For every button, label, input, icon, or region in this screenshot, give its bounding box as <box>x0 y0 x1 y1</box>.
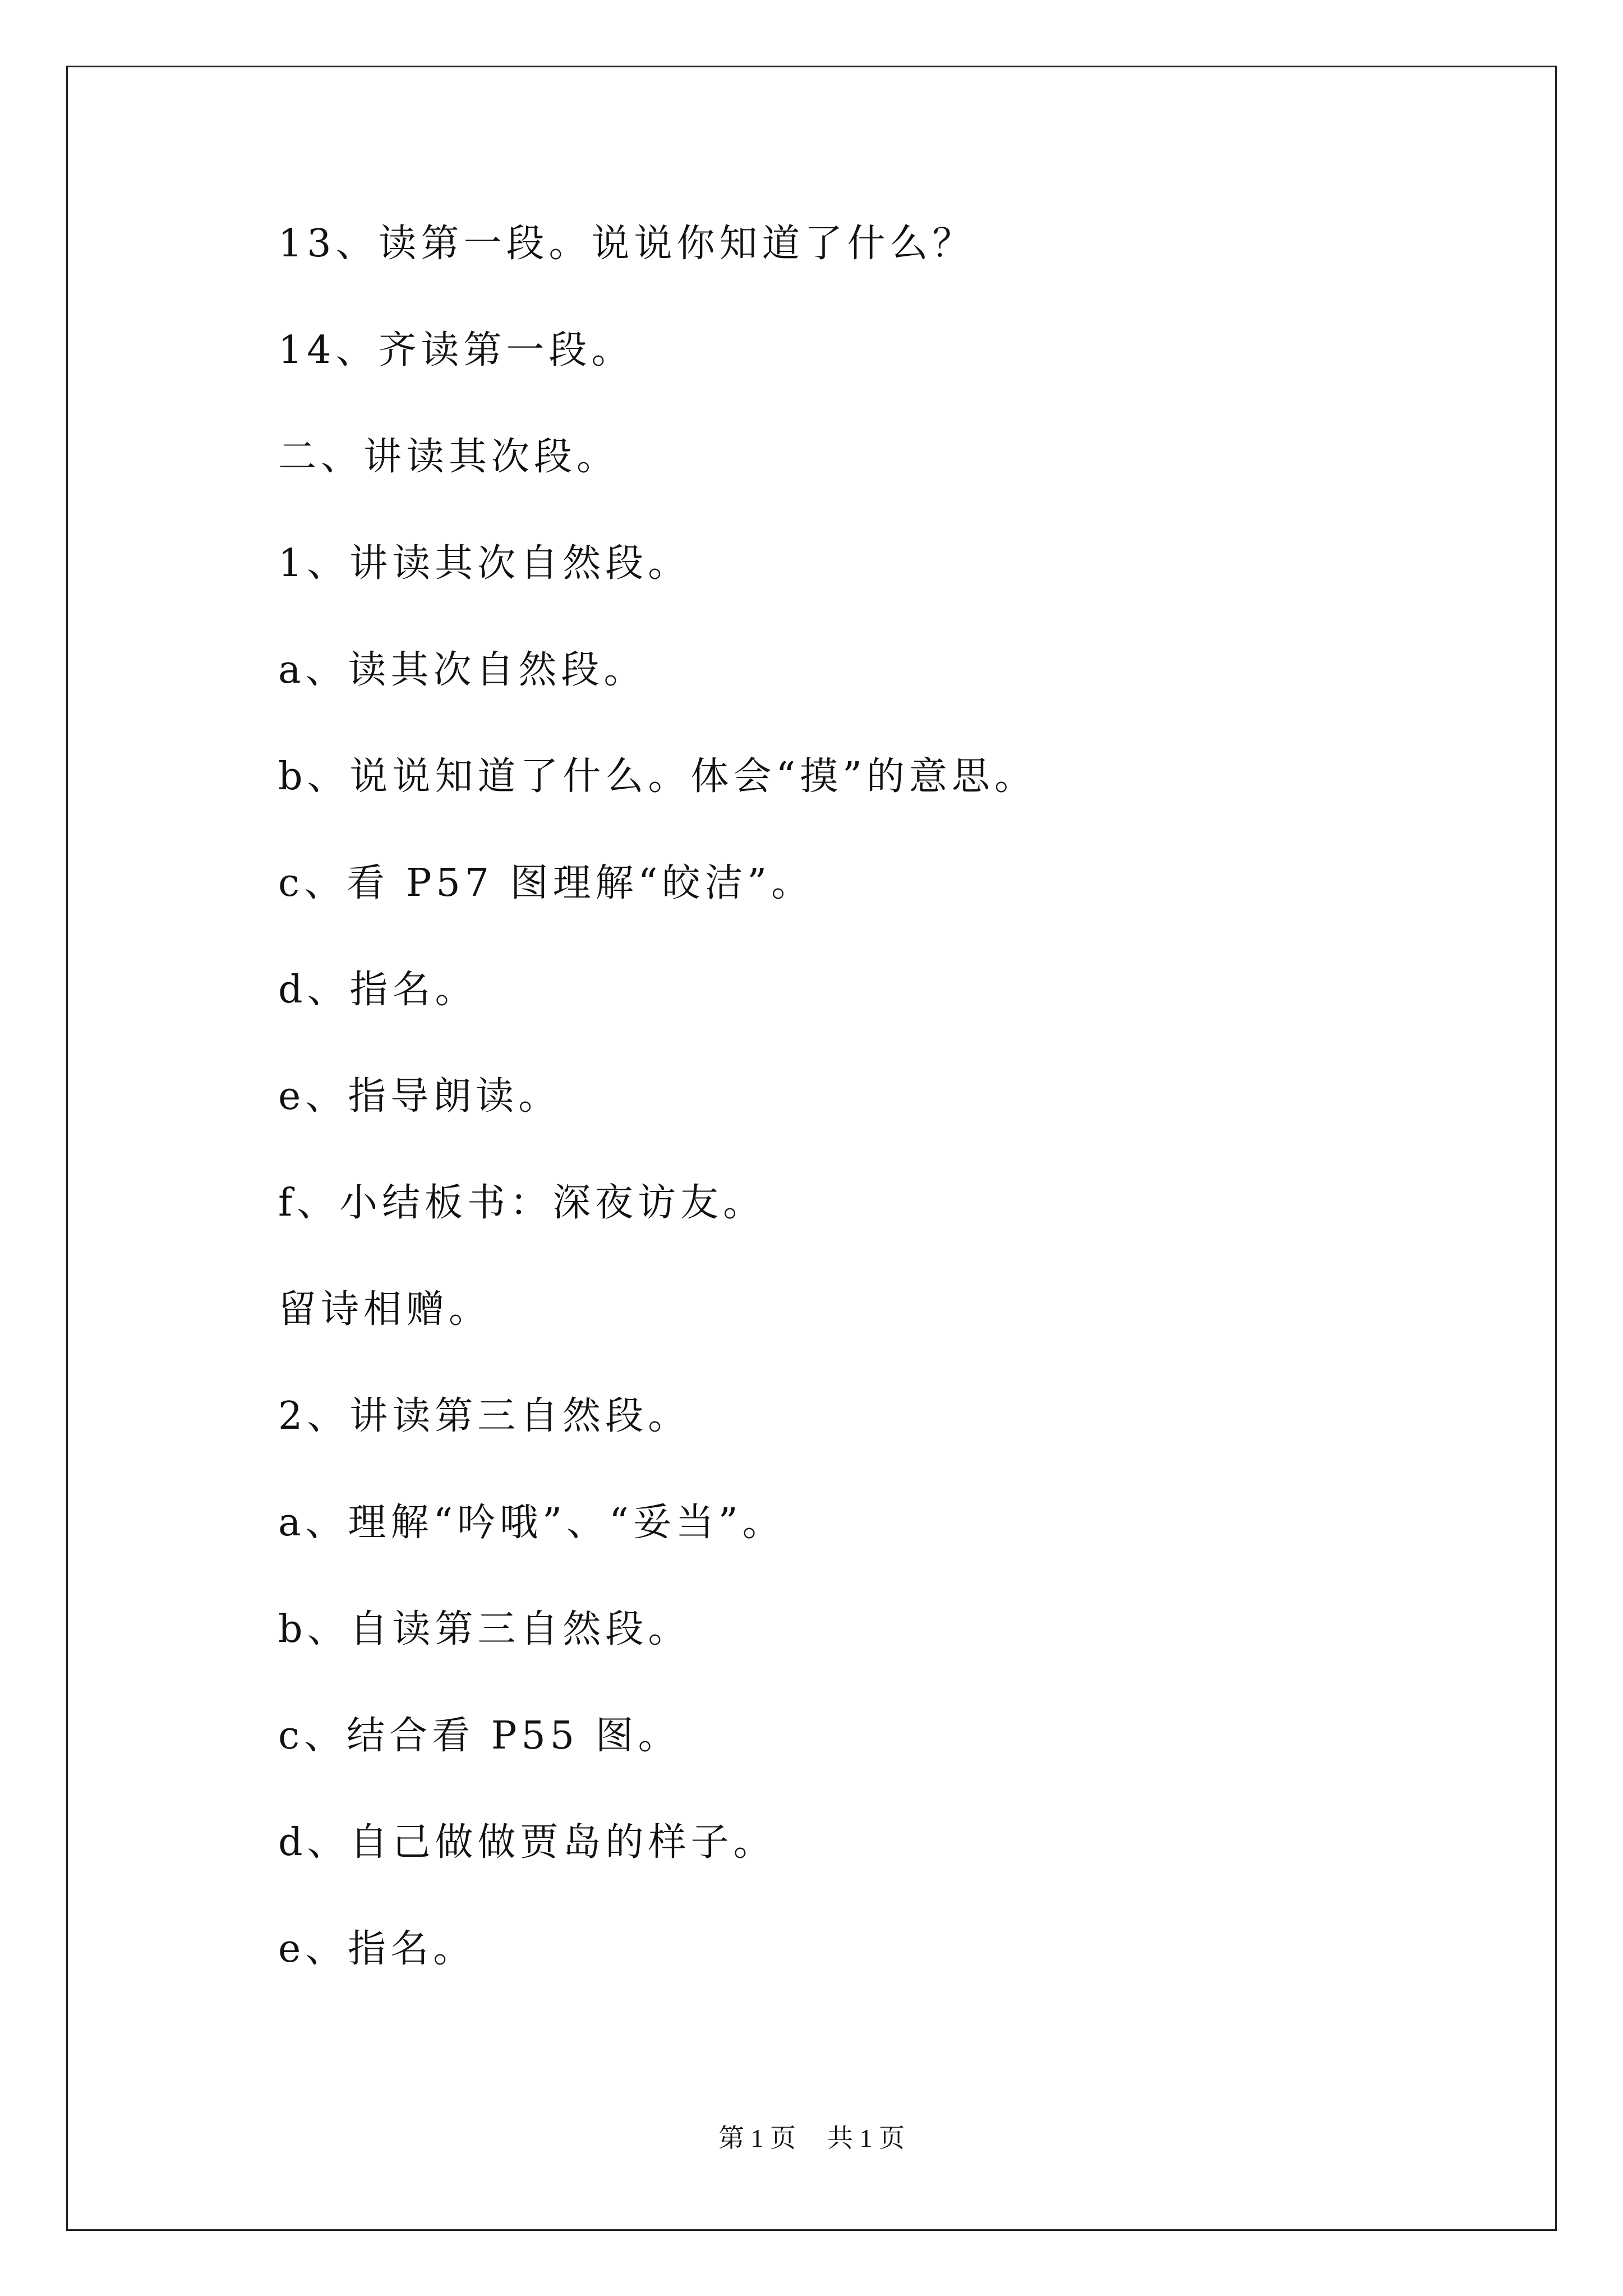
page-border <box>66 66 1557 2231</box>
text-line: c、看 P57 图理解“皎洁”。 <box>278 861 814 905</box>
text-line: 二、讲读其次段。 <box>278 435 620 479</box>
text-line: 1、讲读其次自然段。 <box>278 541 691 586</box>
text-line: a、读其次自然段。 <box>278 648 647 692</box>
page-footer <box>0 2122 1623 2155</box>
page-number: 第 1 页 <box>718 2124 796 2152</box>
text-line: 留诗相赠。 <box>278 1287 492 1332</box>
page-count: 共 1 页 <box>827 2124 905 2152</box>
text-line: e、指导朗读。 <box>278 1074 561 1119</box>
text-line: f、小结板书：深夜访友。 <box>278 1181 766 1225</box>
text-line: a、理解“吟哦”、“妥当”。 <box>278 1501 785 1545</box>
text-line: 13、读第一段。说说你知道了什么？ <box>278 222 975 266</box>
text-line: b、自读第三自然段。 <box>278 1607 691 1651</box>
text-line: d、自己做做贾岛的样子。 <box>278 1820 776 1865</box>
text-line: b、说说知道了什么。体会“摸”的意思。 <box>278 754 1038 799</box>
text-line: 2、讲读第三自然段。 <box>278 1394 691 1438</box>
text-line: 14、齐读第一段。 <box>278 328 634 372</box>
text-line: c、结合看 P55 图。 <box>278 1714 681 1758</box>
text-line: d、指名。 <box>278 968 478 1012</box>
text-line: e、指名。 <box>278 1927 476 1971</box>
